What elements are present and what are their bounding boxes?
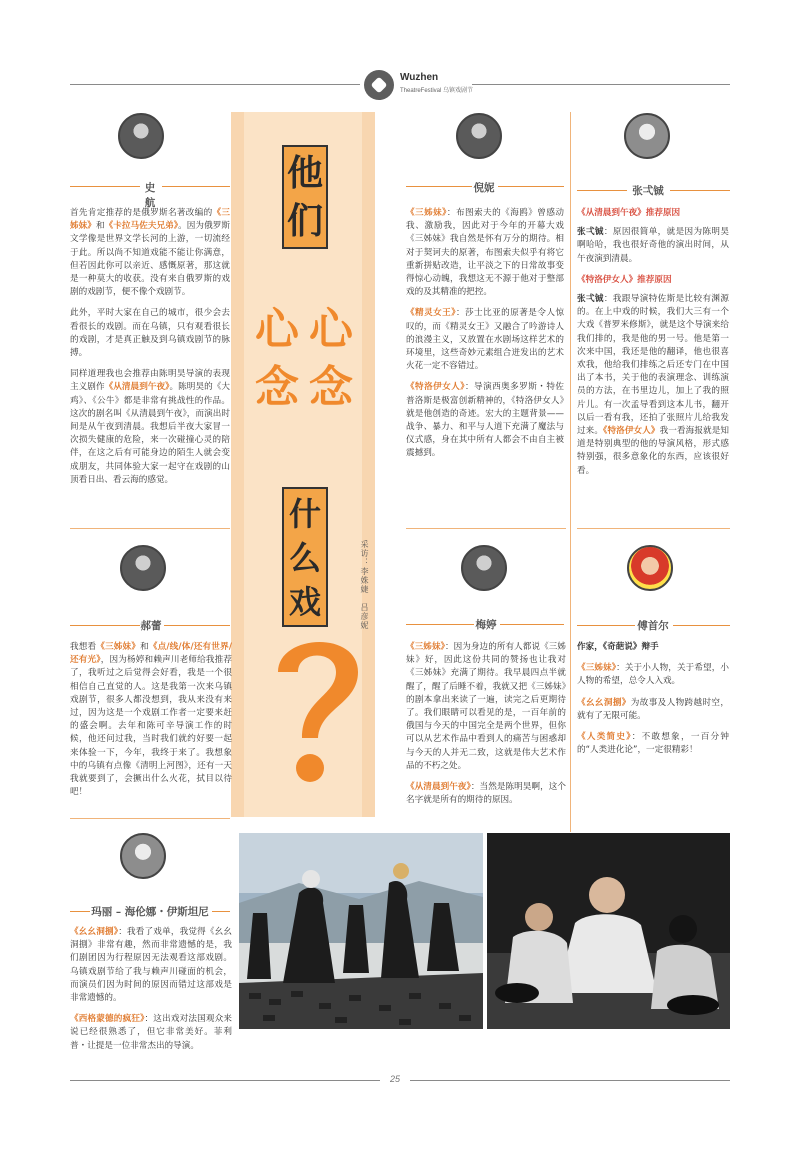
name-nini: 倪妮 [473, 182, 495, 194]
title-big-char: 心 [309, 304, 353, 355]
interview-credit: 采访：李姝婕 吕彦妮 [360, 540, 369, 630]
name-rule [673, 625, 730, 626]
name-meiting: 梅婷 [475, 619, 497, 631]
photo-from-morning-to-midnight [487, 833, 730, 1029]
fuyinger-text: 作家，《奇葩说》辩手 《三姊妹》：关于小人物，关于希望，小人物的希望，总令人入戏。 《幺幺洞捌》为故事及人物跨越时空，就有了无限可能。 《人类简史》：不敢想象，一百分钟的“人类进化论”，一定很精彩！ [577, 642, 729, 756]
name-haolei: 郝蕾 [140, 620, 162, 632]
photo-trojan-women-image [239, 833, 483, 1029]
footer-rule-left [70, 1080, 380, 1081]
name-rule [212, 911, 230, 912]
title-big-char: 心 [255, 304, 299, 355]
meiting-text: 《三姊妹》：因为身边的所有人都说《三姊妹》好，因此这份共同的赞扬也让我对《三姊妹》充满了期待。我早晨四点半就醒了，醒了后睡不着，我就又把《三姊妹》的剧本拿出来读了一遍，读完之后更期待了。我们眼睛可以看见的是，一百年前的俄国与今天的中国完全是两个世界，但你可以从艺术作品中看到人的痛苦与困惑却与今天的人并无二致，这就是伟大艺术作品的不朽之处。 《从清晨到午夜》：当然是陈明昊啊，这个名字就是所有的期待的原因。 [406, 642, 566, 806]
shihang-text: 首先肯定推荐的是俄罗斯名著改编的《三姊妹》和《卡拉马佐夫兄弟》。因为俄罗斯文学像是世界文学长河的上游，一切流经于此。所以尚不知道戏能不能让你满意，但若因此你可以亲近、感慨原著，那这就是一种莫大的收获。没有来自俄罗斯的戏剧的戏剧节，便不像个戏剧节。 此外，平时大家在自己的城市，很少会去看很长的戏剧。而在乌镇，只有观看很长的戏剧，才是真正触及到乌镇戏剧节的脉搏。 同样道理我也会推荐由陈明昊导演的表现主义剧作《从清晨到午夜》。陈明昊的《大鸡》、《公牛》都是非常有挑战性的作品。这次的剧名叫《从清晨到午夜》，而演出时间是从午夜到清晨。我想后半夜大家冒一次损失健康的危险，来一次碰撞心灵的陪伴，在这之后有可能身边的陌生人就会变成朋友，共同体验大家一起守在戏剧的山顶看日出、看云海的感觉。 [70, 208, 230, 485]
avatar-mali [120, 833, 166, 879]
title-char: 么 [288, 539, 321, 577]
haolei-text: 我想看《三姊妹》和《点/线/体/还有世界/还有光》，因为杨婷和赖声川老师给我推荐了，我听过之后觉得会好看，我是一个很相信自己直觉的人。这是我第一次来乌镇戏剧节，很多人都没想到，我从来没有来过，因为这是一个戏剧工作者一定要来赶的盛会啊。去年和陈可辛导演工作的时候，他还问过我，当时我们就约好要一起来体验一下，今年，我终于来了。我想象中的乌镇有点像《清明上河图》，还有一天我就要到了，会撅出什么火花，拭目以待吧！ [70, 642, 232, 798]
name-rule [498, 186, 564, 187]
name-mali: 玛丽 – 海伦娜・伊斯坦尼 [91, 906, 209, 918]
name-rule [406, 624, 474, 625]
avatar-shihang [118, 113, 164, 159]
section-divider [70, 528, 230, 529]
logo-main-text: Wuzhen [400, 72, 439, 83]
name-rule [70, 186, 140, 187]
title-char: 什 [288, 495, 321, 533]
zhangshicheng-text: 《从清晨到午夜》推荐原因 张弌铖：原因很简单，就是因为陈明昊啊哈哈，我也很好奇他的演出时间，从午夜演到清晨。 《特洛伊女人》推荐原因 张弌铖：我跟导演特佐斯是比较有渊源的。在上中戏的时候，我们大三有一个大戏《普罗米修斯》，就是这个导演来给我们排的，我是他的男一号。他是第一次来中国，我还是他的翻译，他也很喜欢我，他给我们排练之后还专门在中国出了本书，关于他的表演理念、训练演员的方法，在书里边儿，加上了我的照片儿。有一次孟导看到这本儿书，翻开以后一看有我，还拍了张照片儿给我发过来。《特洛伊女人》我一看海报就是知道是特别典型的他的导演风格，形式感特别强，很多意象化的东西，应该很好看。 [577, 208, 729, 476]
name-shihang: 史航 [144, 182, 156, 209]
avatar-nini [456, 113, 502, 159]
header-rule-right [472, 84, 730, 85]
logo-mark-icon [364, 70, 394, 100]
photo-trojan-women [239, 833, 483, 1029]
title-char: 戏 [288, 583, 321, 621]
title-big-char: 念 [255, 362, 299, 413]
name-zhangshicheng: 张弌铖 [632, 185, 664, 197]
header-rule-left [70, 84, 360, 85]
section-divider [406, 528, 566, 529]
name-rule [164, 625, 230, 626]
section-divider [577, 528, 730, 529]
title-big-char: 念 [309, 362, 353, 413]
mali-text: 《幺幺洞捌》：我看了戏单，我觉得《幺幺洞捌》非常有趣，然而非常遗憾的是，我们剧团因为行程原因无法观看这部戏剧。乌镇戏剧节给了我与赖声川碰面的机会，而演员们因为时间的原因而错过这部戏是非常遗憾的。 《西格蒙德的疯狂》：这出戏对法国观众来说已经很熟悉了，但它非常美好。菲利普・让提是一位非常杰出的导演。 [70, 927, 232, 1051]
photo-from-morning-to-midnight-image [487, 833, 730, 1029]
name-rule [70, 625, 140, 626]
name-rule [500, 624, 564, 625]
name-rule [162, 186, 230, 187]
title-char: 们 [286, 200, 323, 242]
section-divider [70, 818, 230, 819]
avatar-haolei [120, 545, 166, 591]
column-divider [570, 112, 571, 832]
name-rule [70, 911, 90, 912]
name-rule [406, 186, 472, 187]
nini-text: 《三姊妹》：布图索夫的《海鸥》曾感动我、激励我，因此对于今年的开幕大戏《三姊妹》我自然是怀有万分的期待。相对于契诃夫的原著，布图索夫似乎有将它重新拼贴改造，让平淡之下的日常故事变得惊心动魄，我想这无不源于他对于整部戏的及其精准的把控。 《精灵女王》：莎士比亚的原著是令人惊叹的，而《精灵女王》又融合了吟游诗人的浪漫主义，又放置在水剧场这样艺术的环境里，这些奇妙元素组合迸发出的艺术火花一定不容错过。 《特洛伊女人》：导演西奥多罗斯・特佐普洛斯是极富创新精神的，《特洛伊女人》就是他创造的奇迹。宏大的主题背景——战争、暴力、和平与人道下充满了魔法与仪式感，身在其中所有人都会不由自主被震撼到。 [406, 208, 564, 459]
name-rule [577, 625, 635, 626]
name-rule [577, 190, 627, 191]
footer-rule-right [410, 1080, 730, 1081]
avatar-meiting [461, 545, 507, 591]
question-mark-graphic [262, 628, 372, 788]
festival-logo [364, 68, 474, 102]
page-number: 25 [390, 1074, 401, 1084]
title-char: 他 [286, 152, 323, 194]
name-rule [670, 190, 730, 191]
logo-sub-text: TheatreFestival 乌镇戏剧节 [400, 88, 474, 94]
avatar-zhangshicheng [624, 113, 670, 159]
name-fuyinger: 傅首尔 [637, 620, 669, 632]
avatar-fuyinger [627, 545, 673, 591]
